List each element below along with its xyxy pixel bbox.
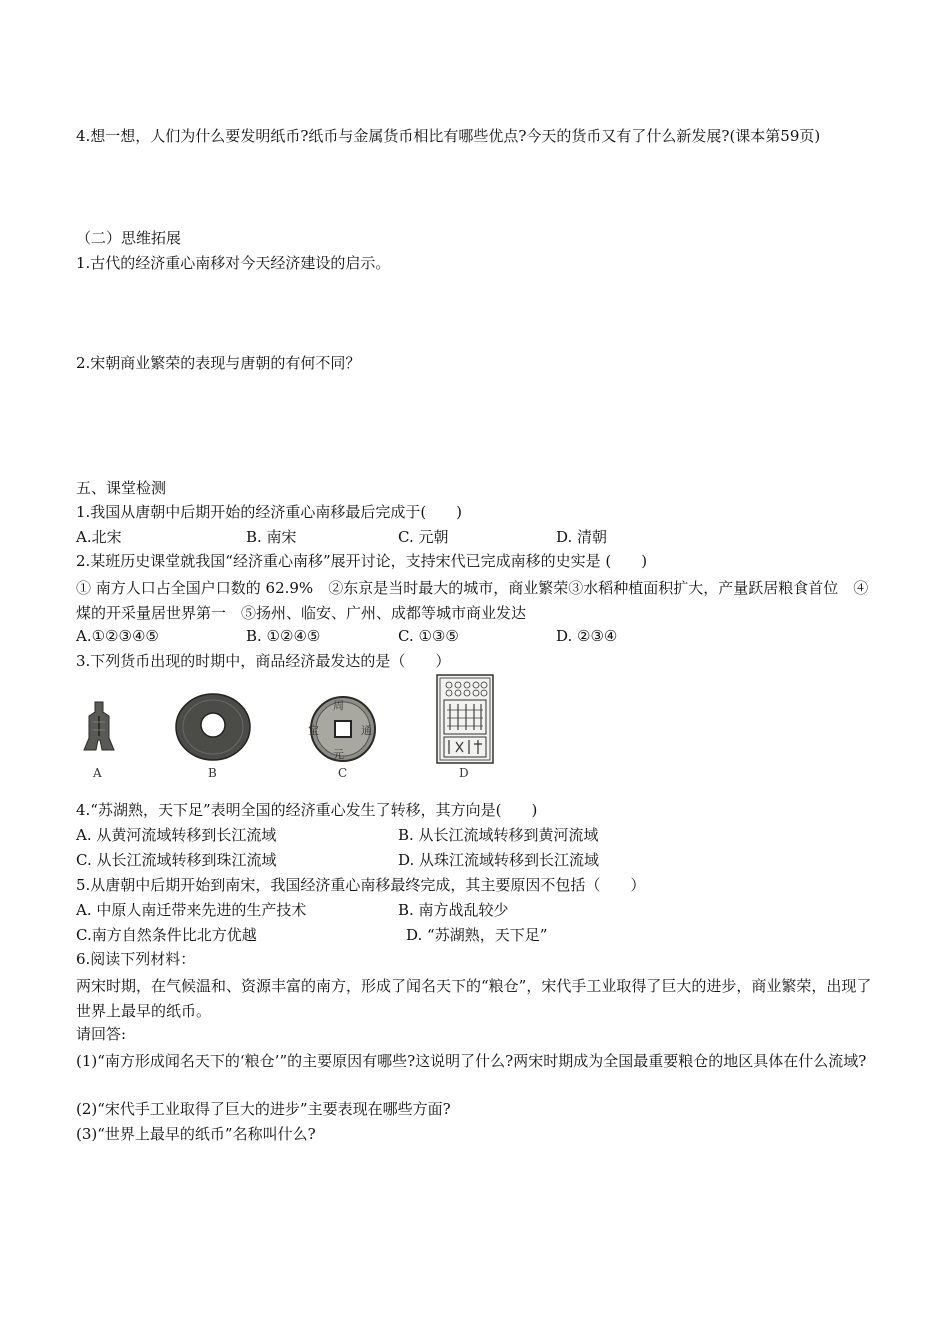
coin-label-c: C [338,766,348,780]
test-question-2-body: ① 南方人口占全国户口数的 62.9% ②东京是当时最大的城市，商业繁荣③水稻种植面积扩大，产量跃居粮食首位 ④煤的开采量居世界第一 ⑤扬州、临安、广州、成都等城市商业发达 [76,579,869,622]
question-4-think: 4.想一想，人们为什么要发明纸币?纸币与金属货币相比有哪些优点?今天的货币又有了什么新发展?(课本第59页) [76,127,821,145]
q5-option-d: D. “苏湖熟，天下足” [406,926,548,944]
test-question-4-stem: 4.“苏湖熟，天下足”表明全国的经济重心发生了转移，其方向是( ) [76,801,538,819]
coin-label-d: D [459,766,469,780]
q6-material: 两宋时期，在气候温和、资源丰富的南方，形成了闻名天下的“粮仓”，宋代手工业取得了巨大的进步，商业繁荣，出现了世界上最早的纸币。 [76,977,872,1020]
q5-option-c: C.南方自然条件比北方优越 [76,926,257,944]
q4-option-b: B. 从长江流域转移到黄河流域 [398,826,599,844]
test-question-2-stem: 2.某班历史课堂就我国“经济重心南移”展开讨论，支持宋代已完成南移的史实是 ( ) [76,552,648,570]
q5-option-b: B. 南方战乱较少 [398,901,509,919]
q2-option-b: B. ①②④⑤ [246,627,321,645]
q6-sub-question-2: (2)“宋代手工业取得了巨大的进步”主要表现在哪些方面? [76,1100,451,1118]
coin-label-a: A [93,766,102,780]
test-question-1-stem: 1.我国从唐朝中后期开始的经济重心南移最后完成于( ) [76,503,463,521]
q1-option-c: C. 元朝 [398,528,449,546]
q1-option-a: A.北宋 [76,528,122,546]
q4-option-c: C. 从长江流域转移到珠江流域 [76,851,277,869]
test-question-6-stem: 6.阅读下列材料： [76,950,196,968]
round-hole-coin-image [172,692,254,762]
coin-c-char-bottom: 元 [333,748,344,761]
q2-option-d: D. ②③④ [556,627,618,645]
paper-money-image [436,674,494,764]
coin-c-char-left: 宝 [308,724,319,737]
coin-label-b: B [208,766,217,780]
test-question-5-stem: 5.从唐朝中后期开始到南宋，我国经济重心南移最终完成，其主要原因不包括（ ） [76,876,646,894]
q1-option-b: B. 南宋 [246,528,297,546]
expansion-question-1: 1.古代的经济重心南移对今天经济建设的启示。 [76,254,391,272]
test-question-3-stem: 3.下列货币出现的时期中，商品经济最发达的是（ ） [76,652,451,670]
spade-coin-image [78,700,120,752]
q2-option-a: A.①②③④⑤ [76,627,159,645]
q6-answer-prompt: 请回答: [76,1025,127,1043]
section-heading-class-test: 五、课堂检测 [76,479,167,497]
q2-option-c: C. ①③⑤ [398,627,459,645]
coin-c-char-right: 通 [361,724,372,737]
q6-sub-question-3: (3)“世界上最早的纸币”名称叫什么? [76,1125,316,1143]
coin-c-char-top: 周 [333,699,344,712]
section-heading-thinking-expansion: （二）思维拓展 [76,229,182,247]
q6-sub-question-1: (1)“南方形成闻名天下的‘粮仓’”的主要原因有哪些?这说明了什么?两宋时期成为全国最重要粮仓的地区具体在什么流域? [76,1052,867,1070]
expansion-question-2: 2.宋朝商业繁荣的表现与唐朝的有何不同？ [76,354,361,372]
q5-option-a: A. 中原人南迁带来先进的生产技术 [76,901,307,919]
q4-option-d: D. 从珠江流域转移到长江流域 [398,851,600,869]
q4-option-a: A. 从黄河流域转移到长江流域 [76,826,277,844]
q1-option-d: D. 清朝 [556,528,608,546]
